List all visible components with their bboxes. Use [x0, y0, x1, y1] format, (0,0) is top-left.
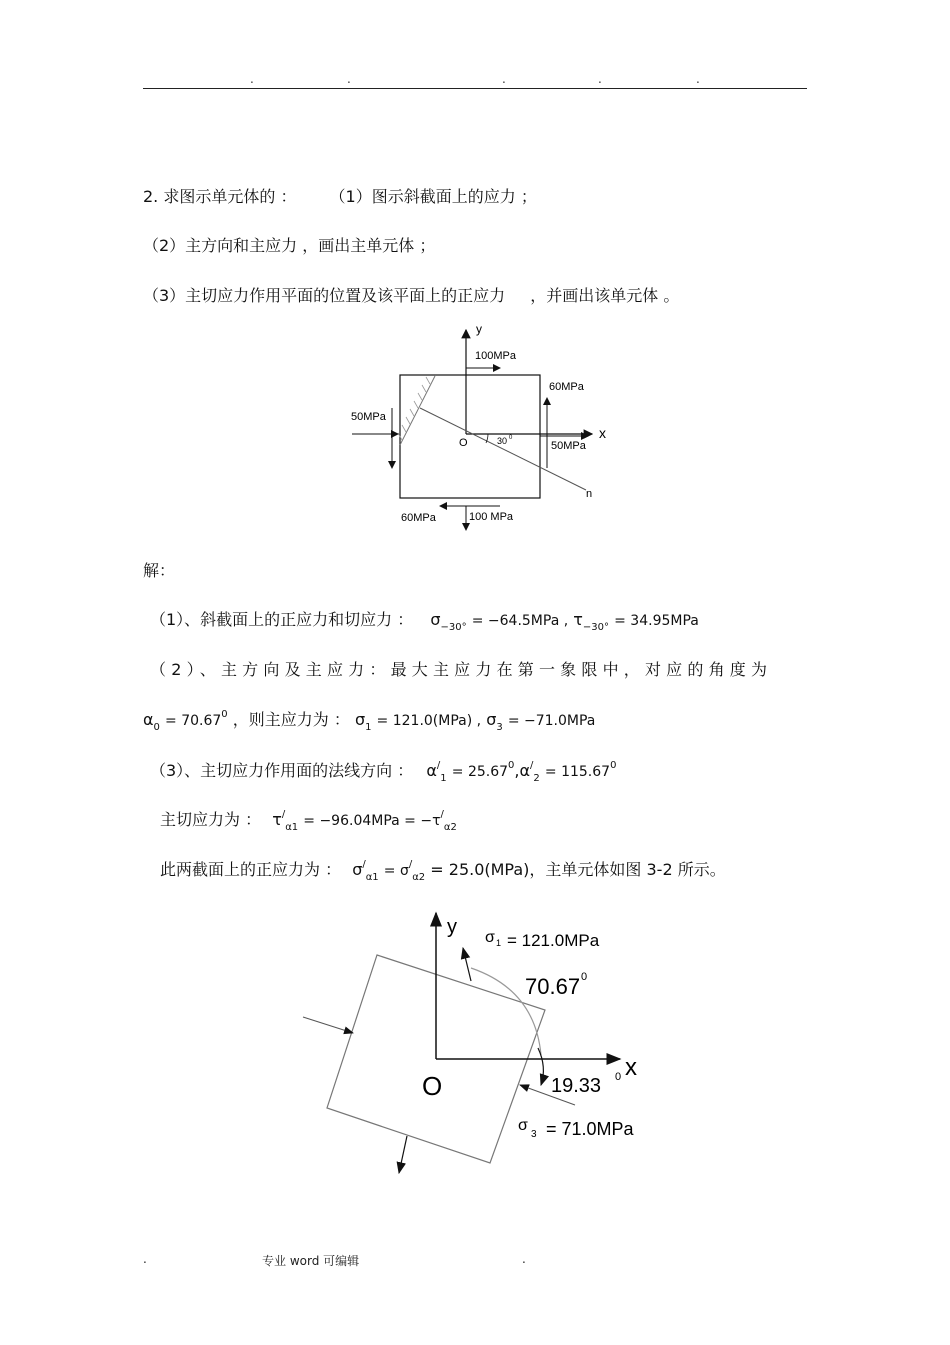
fig1-x-label: x — [599, 425, 606, 441]
alpha1-subscript: 1 — [440, 773, 447, 784]
element-box — [400, 375, 540, 498]
step3-label: （3）、主切应力作用面的法线方向 ： — [150, 761, 414, 780]
fig1-y-label: y — [476, 322, 482, 336]
fig2-angle-19-degree: 0 — [615, 1071, 622, 1083]
alpha-separator: , — [514, 761, 520, 780]
footer-dot-left: . — [143, 1252, 147, 1266]
alpha0-symbol: α — [143, 710, 154, 729]
alpha2-value: = 115.67 — [544, 764, 611, 780]
sigma-prime-mark-2: / — [408, 859, 413, 870]
problem-part-3-tail: ，并画出该单元体 。 — [530, 286, 680, 305]
alpha2-degree: 0 — [610, 760, 617, 771]
alpha2-prime: / — [530, 760, 534, 771]
alpha0-degree: 0 — [221, 709, 228, 720]
tau-prime-subscript: α1 — [285, 822, 299, 833]
problem-part-3: （3）主切应力作用平面的位置及该平面上的正应力 — [143, 286, 506, 305]
alpha1-symbol: α — [426, 761, 437, 780]
sigma3-subscript: 3 — [496, 722, 503, 733]
bottom-shear-label: 60MPa — [401, 512, 436, 524]
solution-step-2: （2）、主方向及主应力：最大主应力在第一象限中，对应的角度为 — [150, 660, 773, 679]
sigma1-subscript: 1 — [365, 722, 372, 733]
tau-subscript: −30° — [582, 622, 610, 633]
fig1-origin-label: O — [459, 437, 468, 449]
fig2-y-label: y — [447, 916, 457, 938]
header-dot: . — [250, 72, 254, 86]
tau-prime-value: = −96.04MPa = −τ — [303, 813, 441, 829]
solution-step-2b — [143, 707, 596, 733]
step2b-mid: ，则主应力为 ： — [232, 710, 350, 729]
step1-label: （1）、斜截面上的正应力和切应力 ： — [150, 610, 414, 629]
alpha2-subscript: 2 — [533, 773, 540, 784]
sigma-prime-symbol: σ — [352, 860, 363, 879]
angle-arc-19 — [538, 1048, 543, 1085]
sigma3-value: = −71.0MPa — [507, 713, 596, 729]
sigma-prime-subscript-2: α2 — [412, 872, 426, 883]
fig2-angle-70-degree: 0 — [581, 971, 588, 983]
header-dot: . — [502, 72, 506, 86]
sigma-prime-subscript: α1 — [365, 872, 379, 883]
fig2-sigma3-subscript: 3 — [531, 1129, 537, 1140]
sigma1-symbol: σ — [354, 710, 366, 729]
sigma1-arrow — [463, 948, 471, 981]
fig2-sigma3-symbol: σ — [518, 1117, 528, 1134]
sigma1-value: = 121.0(MPa) , — [376, 713, 482, 729]
sigma-symbol: σ — [430, 610, 441, 629]
solution-step-5 — [160, 857, 726, 883]
alpha0-subscript: 0 — [153, 722, 160, 733]
problem-line-1 — [143, 184, 537, 207]
solution-step-4 — [160, 807, 457, 833]
problem-intro: 2. 求图示单元体的 ： — [143, 187, 297, 206]
tau-prime-mark-2: / — [440, 809, 444, 820]
fig2-sigma1-value: = 121.0MPa — [507, 931, 600, 950]
solution-title: 解： — [143, 561, 176, 580]
header-dot: . — [696, 72, 700, 86]
right-shear-label: 60MPa — [549, 381, 584, 393]
alpha1-prime: / — [436, 760, 441, 771]
alpha0-value: = 70.67 — [165, 713, 222, 729]
alpha2-symbol: α — [519, 761, 531, 780]
tau-symbol: τ — [573, 610, 583, 629]
problem-line-2: （2）主方向和主应力 ，画出主单元体 ； — [143, 236, 436, 255]
inclined-plane — [400, 376, 435, 445]
fig1-angle-label: 30 — [497, 436, 508, 446]
tau-value: = 34.95MPa — [614, 613, 699, 629]
fig2-sigma3-value: = 71.0MPa — [546, 1119, 634, 1139]
top-stress-label: 100MPa — [475, 350, 516, 362]
left-normal-label: 50MPa — [351, 411, 386, 423]
tau-prime-mark: / — [281, 809, 286, 820]
fig1-angle-sup: 0 — [509, 435, 513, 441]
sigma-subscript: −30° — [440, 622, 467, 633]
alpha1-degree: 0 — [508, 760, 515, 771]
tau-prime-subscript-2: α2 — [443, 822, 457, 833]
sigma-value: = −64.5MPa , — [471, 613, 569, 629]
footer-dot-right: . — [522, 1252, 526, 1266]
problem-line-3 — [143, 283, 679, 306]
problem-part-1: （1）图示斜截面上的应力 ； — [329, 187, 537, 206]
fig2-sigma1-subscript: 1 — [496, 938, 502, 948]
sigma3-arrow-left — [303, 1017, 353, 1033]
sigma3-symbol: σ — [486, 710, 497, 729]
fig2-angle-19: 19.33 — [551, 1075, 602, 1097]
plane-hatching — [398, 377, 430, 440]
step4-label: 主切应力为 ： — [160, 810, 262, 829]
tau-prime-symbol: τ — [272, 810, 282, 829]
sigma1-arrow-bottom — [399, 1136, 407, 1173]
sigma-prime-equals: = σ — [383, 863, 409, 879]
fig2-angle-70: 70.67 — [525, 974, 581, 999]
right-normal-label: 50MPa — [551, 440, 586, 452]
header-dot: . — [347, 72, 351, 86]
figure-principal-element — [295, 905, 665, 1195]
alpha1-value: = 25.67 — [451, 764, 509, 780]
solution-step-1 — [150, 607, 699, 633]
bottom-stress-label: 100 MPa — [469, 511, 514, 523]
fig1-n-label: n — [586, 488, 593, 500]
sigma-prime-value: = 25.0(MPa)，主单元体如图 3-2 所示。 — [430, 860, 726, 879]
footer-text: 专业 word 可编辑 — [262, 1254, 360, 1268]
fig2-x-label: x — [625, 1054, 637, 1081]
header-rule — [143, 88, 807, 89]
fig2-origin-label: O — [422, 1071, 443, 1101]
figure-stress-element — [340, 318, 620, 538]
solution-step-3 — [150, 758, 617, 784]
header-dot: . — [598, 72, 602, 86]
sigma-prime-mark: / — [362, 859, 366, 870]
fig2-sigma1-symbol: σ — [485, 929, 495, 946]
step5-label: 此两截面上的正应力为 ： — [160, 860, 342, 879]
